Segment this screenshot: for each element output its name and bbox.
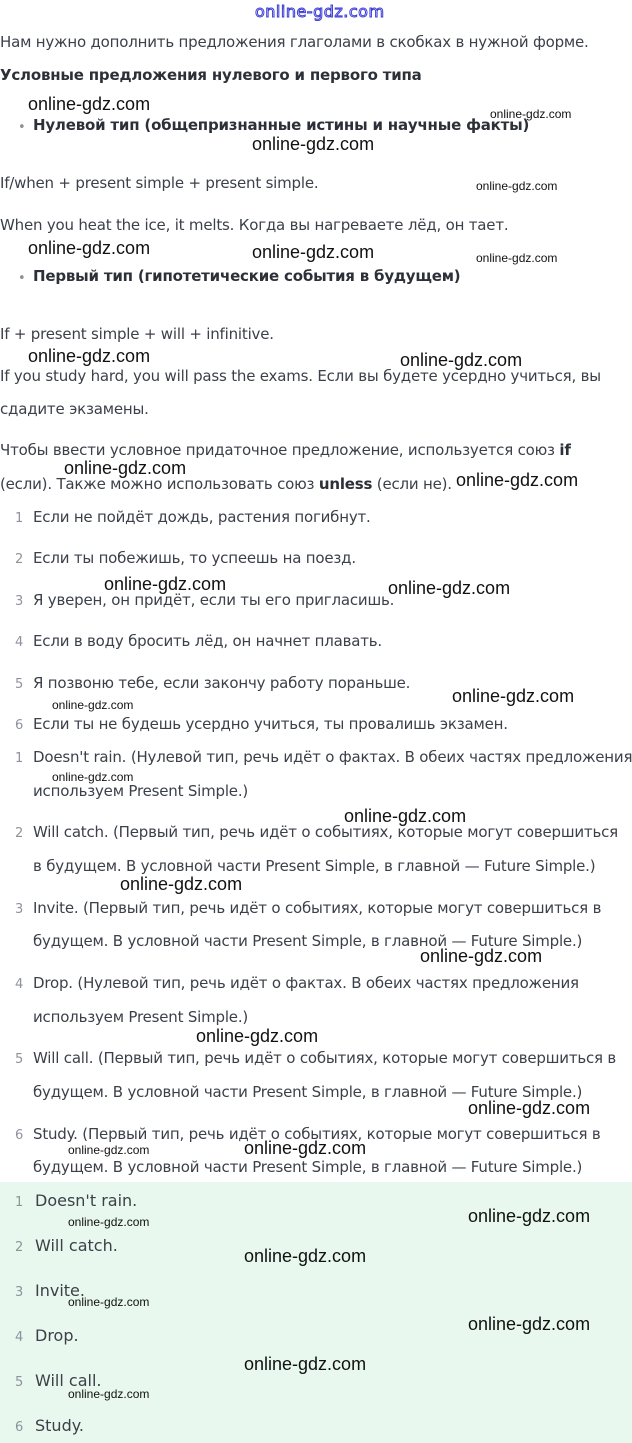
watermark: online-gdz.com: [64, 458, 187, 478]
watermark: online-gdz.com: [476, 251, 558, 265]
list-number: 2: [15, 1240, 24, 1255]
list-number: 4: [15, 977, 24, 992]
list-number: 1: [15, 511, 24, 526]
explanation-line: Invite. (Первый тип, речь идёт о событиях, которые могут совершиться в: [33, 899, 602, 917]
answer-item: Doesn't rain.: [35, 1191, 138, 1210]
list-number: 4: [15, 1330, 24, 1345]
list-number: 4: [15, 635, 24, 650]
list-number: 3: [15, 594, 24, 609]
watermark: online-gdz.com: [120, 874, 243, 894]
watermark: online-gdz.com: [52, 770, 134, 784]
watermark: online-gdz.com: [252, 242, 375, 262]
watermark: online-gdz.com: [68, 1387, 150, 1401]
watermark: online-gdz.com: [244, 1138, 367, 1158]
list-number: 2: [15, 826, 24, 841]
conjunction-note-text: (если). Также можно использовать союз: [0, 475, 319, 493]
header-watermark: online-gdz.com: [255, 2, 385, 21]
zero-type-formula: If/when + present simple + present simple.: [0, 174, 319, 192]
conjunction-note-line1: [0, 441, 571, 459]
first-type-heading: Первый тип (гипотетические события в будущем): [33, 267, 461, 285]
list-number: 2: [15, 552, 24, 567]
watermark: online-gdz.com: [476, 179, 558, 193]
first-type-example-line1: If you study hard, you will pass the exams. Если вы будете усердно учиться, вы: [0, 367, 601, 385]
intro-text: Нам нужно дополнить предложения глаголами в скобках в нужной форме.: [0, 33, 589, 51]
watermark: online-gdz.com: [244, 1354, 367, 1374]
list-item: Если ты не будешь усердно учиться, ты провалишь экзамен.: [33, 715, 508, 733]
list-item: Я позвоню тебе, если закончу работу пораньше.: [33, 674, 411, 692]
first-type-formula: If + present simple + will + infinitive.: [0, 325, 274, 343]
watermark: online-gdz.com: [68, 1143, 150, 1157]
explanation-line: Drop. (Нулевой тип, речь идёт о фактах. В обеих частях предложения: [33, 974, 579, 992]
watermark: online-gdz.com: [196, 1026, 319, 1046]
watermark: online-gdz.com: [68, 1295, 150, 1309]
conjunction-note-text: Чтобы ввести условное придаточное предложение, используется союз: [0, 441, 560, 459]
answer-item: Invite.: [35, 1281, 85, 1300]
bullet-icon: •: [18, 120, 26, 135]
watermark: online-gdz.com: [28, 238, 151, 258]
watermark: online-gdz.com: [52, 698, 134, 712]
watermark: online-gdz.com: [244, 1246, 367, 1266]
explanation-line: Doesn't rain. (Нулевой тип, речь идёт о фактах. В обеих частях предложения: [33, 748, 632, 766]
watermark: online-gdz.com: [104, 574, 227, 594]
list-number: 6: [15, 718, 24, 733]
conjunction-note-text: (если не).: [372, 475, 452, 493]
watermark: online-gdz.com: [388, 578, 511, 598]
list-number: 3: [15, 1285, 24, 1300]
watermark: online-gdz.com: [400, 350, 523, 370]
explanation-line: будущем. В условной части Present Simple, в главной — Future Simple.): [33, 1158, 583, 1176]
watermark: online-gdz.com: [468, 1206, 591, 1226]
conjunction-unless: unless: [318, 475, 373, 493]
zero-type-heading: Нулевой тип (общепризнанные истины и научные факты): [33, 116, 530, 134]
watermark: online-gdz.com: [420, 946, 543, 966]
bullet-icon: •: [18, 271, 26, 286]
explanation-line: используем Present Simple.): [33, 782, 249, 800]
watermark: online-gdz.com: [452, 686, 575, 706]
answer-item: Drop.: [35, 1326, 79, 1345]
list-number: 6: [15, 1420, 24, 1435]
watermark: online-gdz.com: [456, 470, 579, 490]
watermark: online-gdz.com: [468, 1098, 591, 1118]
answer-item: Will call.: [35, 1371, 102, 1390]
conjunction-if: if: [559, 441, 571, 459]
list-number: 1: [15, 1195, 24, 1210]
watermark: online-gdz.com: [252, 134, 375, 154]
list-item: Я уверен, он придёт, если ты его пригласишь.: [33, 591, 395, 609]
list-number: 1: [15, 751, 24, 766]
list-item: Если не пойдёт дождь, растения погибнут.: [33, 508, 371, 526]
list-number: 5: [15, 677, 24, 692]
explanation-line: Will catch. (Первый тип, речь идёт о событиях, которые могут совершиться: [33, 823, 618, 841]
watermark: online-gdz.com: [490, 107, 572, 121]
explanation-line: используем Present Simple.): [33, 1008, 249, 1026]
watermark: online-gdz.com: [28, 94, 151, 114]
list-item: Если в воду бросить лёд, он начнет плавать.: [33, 632, 383, 650]
watermark: online-gdz.com: [28, 346, 151, 366]
first-type-example-line2: сдадите экзамены.: [0, 400, 149, 418]
explanation-line: будущем. В условной части Present Simple, в главной — Future Simple.): [33, 932, 583, 950]
answer-item: Will catch.: [35, 1236, 118, 1255]
list-item: Если ты побежишь, то успеешь на поезд.: [33, 549, 356, 567]
section-title: Условные предложения нулевого и первого типа: [0, 66, 422, 84]
list-number: 6: [15, 1128, 24, 1143]
explanation-line: в будущем. В условной части Present Simple, в главной — Future Simple.): [33, 857, 596, 875]
zero-type-example: When you heat the ice, it melts. Когда вы нагреваете лёд, он тает.: [0, 216, 509, 234]
watermark: online-gdz.com: [344, 806, 467, 826]
watermark: online-gdz.com: [68, 1215, 150, 1229]
answer-item: Study.: [35, 1416, 84, 1435]
explanation-line: Study. (Первый тип, речь идёт о событиях, которые могут совершиться в: [33, 1125, 601, 1143]
explanation-line: Will call. (Первый тип, речь идёт о событиях, которые могут совершиться в: [33, 1049, 617, 1067]
list-number: 5: [15, 1052, 24, 1067]
list-number: 3: [15, 902, 24, 917]
watermark: online-gdz.com: [468, 1314, 591, 1334]
list-number: 5: [15, 1375, 24, 1390]
explanation-line: будущем. В условной части Present Simple, в главной — Future Simple.): [33, 1083, 583, 1101]
